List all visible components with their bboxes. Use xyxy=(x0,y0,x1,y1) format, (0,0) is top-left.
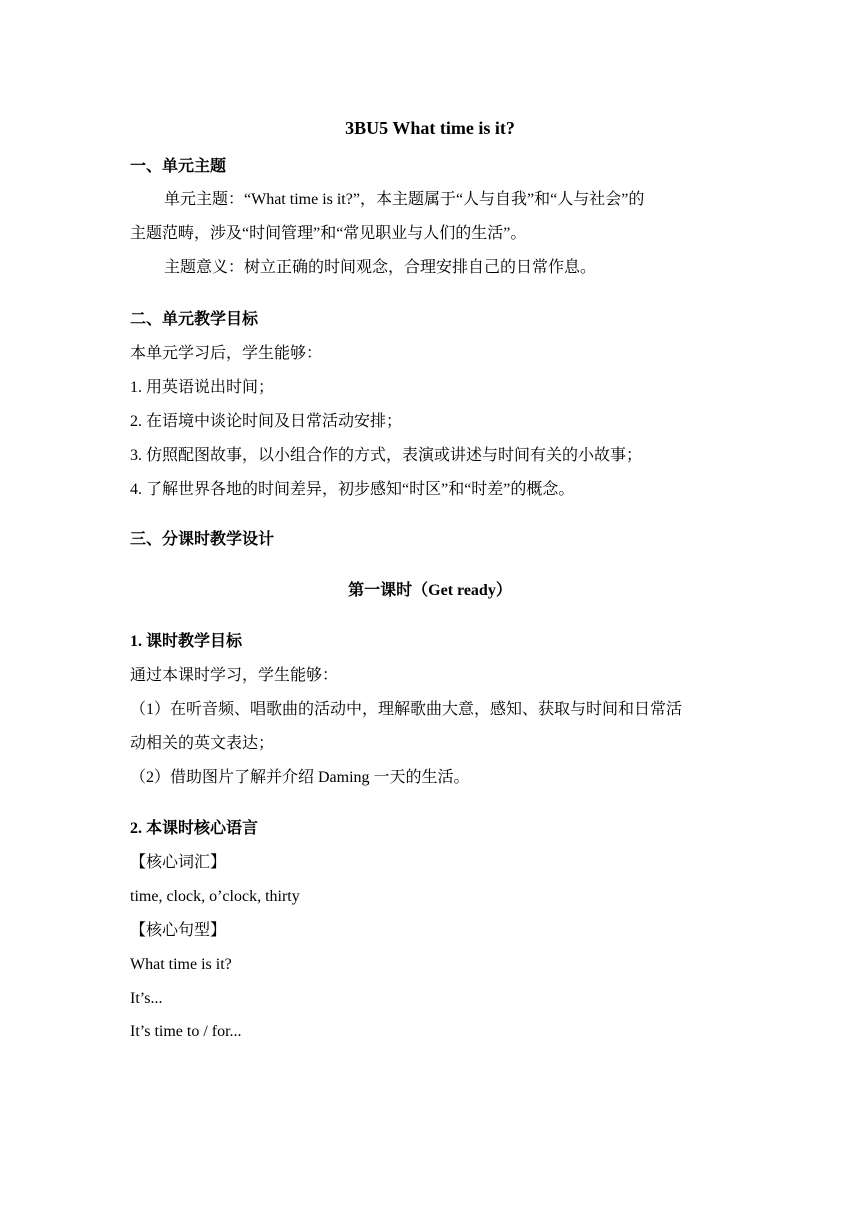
document-title: 3BU5 What time is it? xyxy=(345,118,515,138)
core-pattern-3: It’s time to / for... xyxy=(130,1023,242,1040)
lesson-goal-2: （2）借助图片了解并介绍 Daming 一天的生活。 xyxy=(130,769,470,786)
core-pattern-1: What time is it? xyxy=(130,956,232,973)
section-heading-unit-goals: 二、单元教学目标 xyxy=(130,311,259,328)
theme-meaning-paragraph: 主题意义：树立正确的时间观念，合理安排自己的日常作息。 xyxy=(164,259,597,276)
goals-intro: 本单元学习后，学生能够： xyxy=(130,345,323,362)
lesson-goals-heading: 1. 课时教学目标 xyxy=(130,633,243,650)
theme-paragraph-line-1: 单元主题：“What time is it?”，本主题属于“人与自我”和“人与社会”的 xyxy=(164,191,645,208)
core-vocab: time, clock, o’clock, thirty xyxy=(130,888,300,905)
core-pattern-2: It’s... xyxy=(130,990,163,1007)
goal-item-3: 3. 仿照配图故事，以小组合作的方式，表演或讲述与时间有关的小故事； xyxy=(130,447,643,464)
core-language-heading: 2. 本课时核心语言 xyxy=(130,820,259,837)
lesson-goals-intro: 通过本课时学习，学生能够： xyxy=(130,667,339,684)
core-vocab-label: 【核心词汇】 xyxy=(130,854,227,871)
section-heading-lesson-design: 三、分课时教学设计 xyxy=(130,531,275,548)
goal-item-4: 4. 了解世界各地的时间差异，初步感知“时区”和“时差”的概念。 xyxy=(130,481,575,498)
lesson-title: 第一课时（Get ready） xyxy=(348,582,512,599)
theme-paragraph-line-2: 主题范畴，涉及“时间管理”和“常见职业与人们的生活”。 xyxy=(130,225,527,242)
section-heading-unit-theme: 一、单元主题 xyxy=(130,158,227,175)
core-pattern-label: 【核心句型】 xyxy=(130,922,227,939)
goal-item-1: 1. 用英语说出时间； xyxy=(130,379,275,396)
lesson-goal-1-line-1: （1）在听音频、唱歌曲的活动中，理解歌曲大意，感知、获取与时间和日常活 xyxy=(130,701,683,718)
lesson-goal-1-line-2: 动相关的英文表达； xyxy=(130,735,275,752)
goal-item-2: 2. 在语境中谈论时间及日常活动安排； xyxy=(130,413,403,430)
